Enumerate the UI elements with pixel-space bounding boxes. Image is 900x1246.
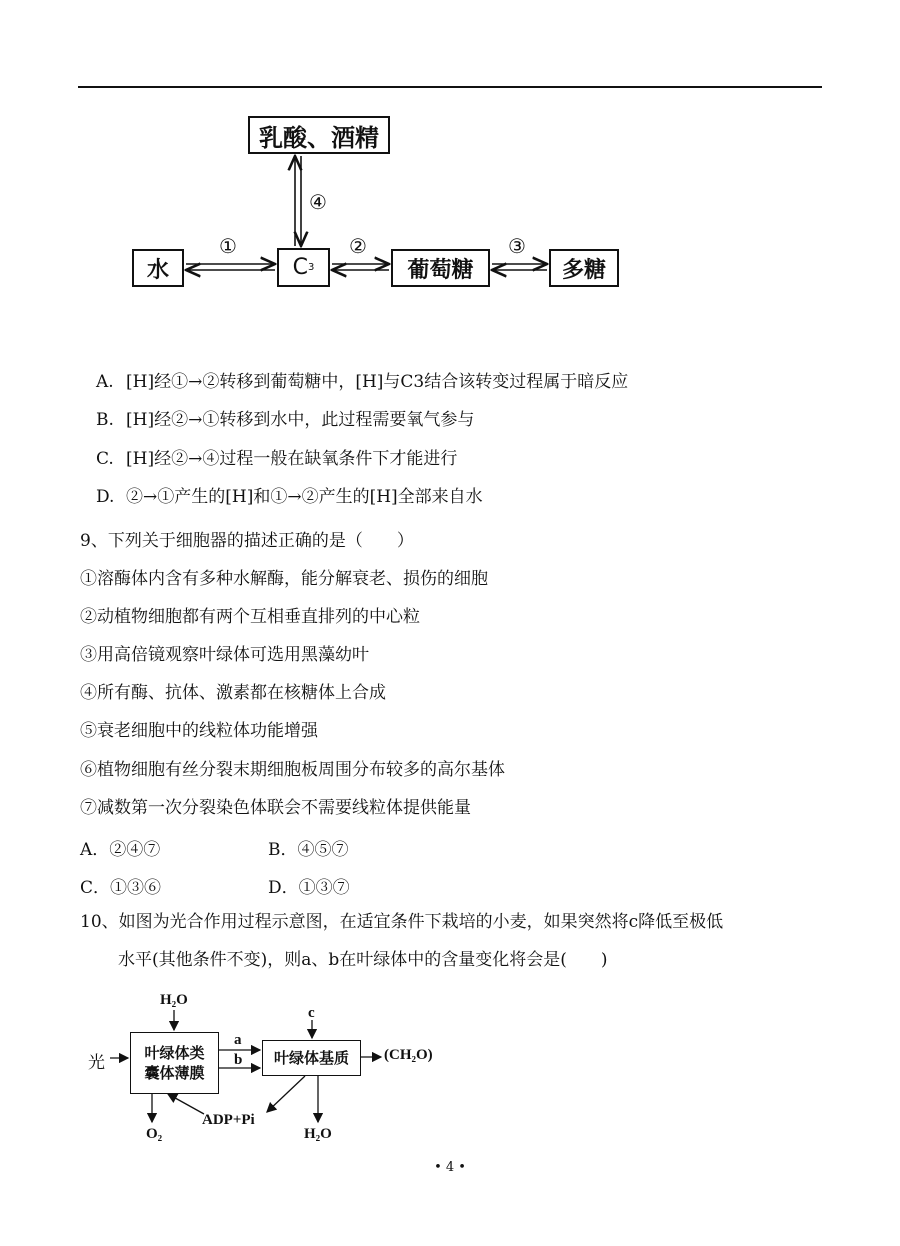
q8-option-d-letter: D. bbox=[96, 487, 115, 507]
q9-stem: 9、下列关于细胞器的描述正确的是（ ） bbox=[80, 531, 414, 551]
q9-item: ①溶酶体内含有多种水解酶，能分解衰老、损伤的细胞 bbox=[80, 569, 488, 589]
q9-item: ⑦减数第一次分裂染色体联会不需要线粒体提供能量 bbox=[80, 798, 471, 818]
step-4-label: ④ bbox=[309, 190, 327, 214]
q8-option-a-text: [H]经①→②转移到葡萄糖中，[H]与C3结合该转变过程属于暗反应 bbox=[126, 372, 629, 392]
adp-pi-label: ADP+Pi bbox=[202, 1112, 255, 1128]
q9-option-c-text: ①③⑥ bbox=[110, 878, 162, 898]
h2o-output-label: H₂O bbox=[304, 1126, 332, 1142]
c3-subscript: 3 bbox=[308, 262, 315, 273]
light-label: 光 bbox=[88, 1053, 105, 1072]
q9-item: ⑥植物细胞有丝分裂末期细胞板周围分布较多的高尔基体 bbox=[80, 760, 505, 780]
q8-option-b-letter: B. bbox=[96, 410, 114, 430]
water-label: 水 bbox=[146, 257, 169, 283]
lactate-ethanol-label: 乳酸、酒精 bbox=[259, 123, 379, 152]
stroma-box bbox=[262, 1040, 361, 1076]
q8-option-a-letter: A. bbox=[96, 372, 114, 392]
step-2-label: ② bbox=[349, 234, 367, 258]
stroma-label: 叶绿体基质 bbox=[273, 1049, 349, 1067]
q9-option-a-text: ②④⑦ bbox=[109, 840, 161, 860]
thylakoid-membrane-box bbox=[130, 1032, 219, 1094]
step-3-label: ③ bbox=[508, 234, 526, 258]
step-1-label: ① bbox=[219, 234, 237, 258]
polysaccharide-label: 多糖 bbox=[561, 257, 606, 283]
q8-option-d-text: ②→①产生的[H]和①→②产生的[H]全部来自水 bbox=[126, 487, 483, 507]
q9-option-d-letter: D． bbox=[268, 878, 299, 898]
q8-option-c-text: [H]经②→④过程一般在缺氧条件下才能进行 bbox=[126, 449, 458, 469]
q8-option-c-letter: C. bbox=[96, 449, 114, 469]
o2-label: O₂ bbox=[146, 1126, 163, 1142]
q9-item: ⑤衰老细胞中的线粒体功能增强 bbox=[80, 721, 318, 741]
q10-stem-line1: 10、如图为光合作用过程示意图，在适宜条件下栽培的小麦，如果突然将c降低至极低 bbox=[80, 912, 724, 932]
glucose-label: 葡萄糖 bbox=[407, 257, 474, 283]
ch2o-label: (CH₂O) bbox=[384, 1047, 433, 1063]
a-label: a bbox=[234, 1032, 242, 1048]
c3-label: C bbox=[292, 255, 308, 280]
q9-item: ②动植物细胞都有两个互相垂直排列的中心粒 bbox=[80, 607, 420, 627]
q9-item: ③用高倍镜观察叶绿体可选用黑藻幼叶 bbox=[80, 645, 369, 665]
thylakoid-label-line2: 囊体薄膜 bbox=[144, 1064, 205, 1082]
q10-stem-line2: 水平(其他条件不变)，则a、b在叶绿体中的含量变化将会是( ) bbox=[118, 950, 608, 970]
q9-option-c-letter: C． bbox=[80, 878, 111, 898]
b-label: b bbox=[234, 1052, 243, 1068]
q8-option-b-text: [H]经②→①转移到水中，此过程需要氧气参与 bbox=[126, 410, 475, 430]
h2o-input-label: H₂O bbox=[160, 992, 188, 1008]
q9-option-b-letter: B． bbox=[268, 840, 298, 860]
thylakoid-label-line1: 叶绿体类 bbox=[144, 1044, 205, 1062]
q9-option-d-text: ①③⑦ bbox=[298, 878, 350, 898]
q9-option-a-letter: A． bbox=[80, 840, 110, 860]
q9-item: ④所有酶、抗体、激素都在核糖体上合成 bbox=[80, 683, 386, 703]
q9-option-b-text: ④⑤⑦ bbox=[297, 840, 349, 860]
c-label: c bbox=[308, 1005, 315, 1021]
page-number: • 4 • bbox=[434, 1160, 466, 1175]
